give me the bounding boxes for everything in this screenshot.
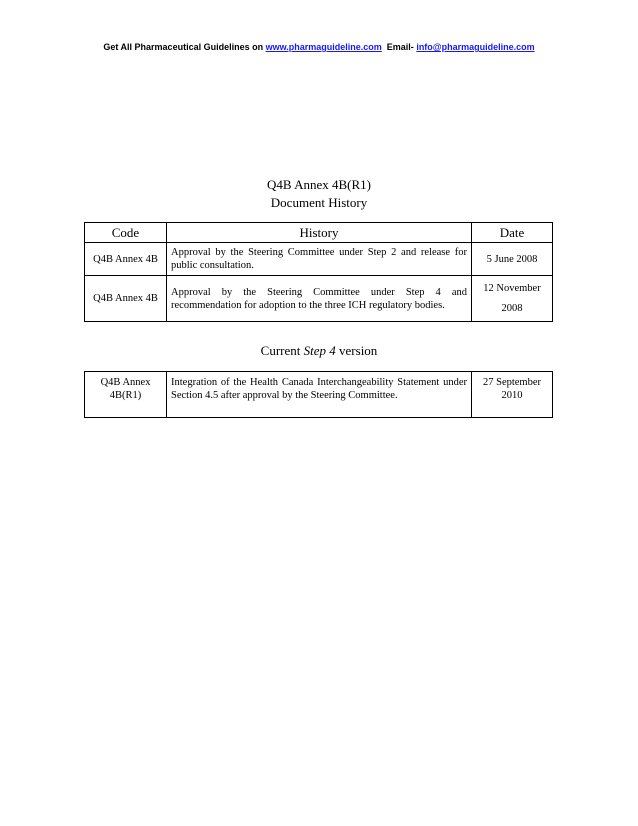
title-line-2: Document History	[270, 195, 368, 210]
header-prefix: Get All Pharmaceutical Guidelines on	[103, 42, 266, 52]
table-header-row	[85, 223, 553, 243]
row-history: Approval by the Steering Committee under Step 4 and recommendation for adoption to the three ICH regulatory bodies.	[167, 276, 472, 322]
current-version-heading	[0, 343, 638, 359]
row-code: Q4B Annex 4B	[85, 276, 167, 322]
row-code: Q4B Annex 4B	[85, 243, 167, 276]
row-date: 12 November 2008	[472, 276, 553, 322]
row-code: Q4B Annex 4B(R1)	[85, 372, 167, 418]
header-code: Code	[85, 223, 167, 243]
row-date: 5 June 2008	[472, 243, 553, 276]
document-title	[0, 176, 638, 212]
title-line-1: Q4B Annex 4B(R1)	[267, 177, 371, 192]
row-history: Approval by the Steering Committee under Step 2 and release for public consultation.	[167, 243, 472, 276]
header-history: History	[167, 223, 472, 243]
table-row	[85, 372, 553, 418]
email-label: Email-	[386, 42, 417, 52]
row-date: 27 September 2010	[472, 372, 553, 418]
current-step: Step 4	[303, 343, 336, 358]
table-row	[85, 243, 553, 276]
current-suffix: version	[335, 343, 378, 358]
site-link[interactable]: www.pharmaguideline.com	[265, 42, 382, 52]
row-history: Integration of the Health Canada Interchangeability Statement under Section 4.5 after approval by the Steering Committee.	[167, 372, 472, 418]
page-header	[0, 42, 638, 52]
current-prefix: Current	[260, 343, 304, 358]
current-version-table	[84, 371, 553, 418]
header-date: Date	[472, 223, 553, 243]
document-history-table	[84, 222, 553, 322]
email-link[interactable]: info@pharmaguideline.com	[416, 42, 535, 52]
table-row	[85, 276, 553, 322]
